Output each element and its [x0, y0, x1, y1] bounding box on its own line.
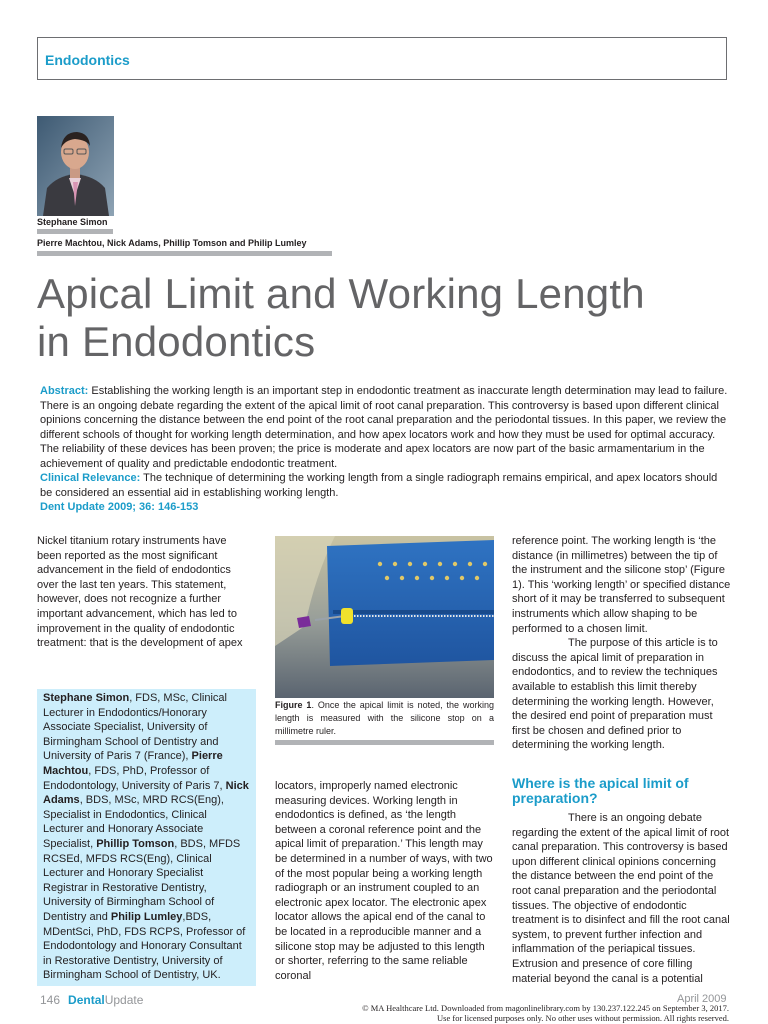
author-rule-short — [37, 229, 113, 234]
column-3-top — [512, 534, 732, 753]
co-author-names: Pierre Machtou, Nick Adams, Phillip Tomson and Philip Lumley — [37, 238, 307, 248]
clinical-relevance-text: The technique of determining the working length from a single radiograph remains empirical, and apex locators should be considered an essential aid in establishing working length. — [40, 472, 718, 499]
issue-date: April 2009 — [677, 993, 727, 1005]
column-3-paragraph-3: There is an ongoing debate regarding the extent of the apical limit of root canal preparation. This controversy is based upon different clinical opinions concerning the distance between the end point of the root canal preparation and the periodontal tissues. The objective of endodontic treatment is to disinfect and fill the root canal system, to prevent further infection and inflammation of the periapical tissues. Extrusion and presence of core filling material beyond the canal is a potential — [512, 812, 730, 985]
column-2-text: locators, improperly named electronic measuring devices. Working length in endodontics is defined, as ‘the length between a coronal reference point and the apical limit of preparation.’ This length may be determined in a number of ways, with two of the most popular being a working length radiograph or an instrument coupled to an electronic apex locator. The electronic apex locator allows the apical end of the canal to be located in a reproducible manner and a silicone stop may be adjusted to this length or shorter, referring to the same reliable coronal — [275, 780, 493, 982]
bio-text-1: , FDS, MSc, Clinical Lecturer in Endodontics/Honorary Associate Specialist, University of Birmingham School of Dentistry and University of Paris 7 (France), — [43, 692, 227, 763]
figure-1-label: Figure 1 — [275, 700, 312, 710]
bio-text-4: , BDS, MFDS RCSEd, MFDS RCS(Eng), Clinical Lecturer and Honorary Specialist Registrar in Restorative Dentistry, University of Birmingham School of Dentistry and — [43, 837, 241, 923]
abstract-paragraph — [40, 384, 730, 471]
figure-rule — [275, 740, 494, 745]
abstract-label: Abstract: — [40, 385, 89, 397]
figure-1-caption-text: . Once the apical limit is noted, the working length is measured with the silicone stop on a millimetre ruler. — [275, 700, 494, 736]
bio-name-4: Phillip Tomson — [96, 837, 175, 850]
clinical-relevance-label: Clinical Relevance: — [40, 472, 141, 484]
column-1-text: Nickel titanium rotary instruments have been reported as the most significant advancement in the field of endodontics over the last ten years. This statement, however, does not recognize a further important advancement, which has led to improvement in the quality of endodontic treatment: that is the development of apex — [37, 535, 243, 650]
journal-brand-update: Update — [104, 993, 144, 1007]
author-rule-long — [37, 251, 332, 256]
section-heading-apical-limit: Where is the apical limit of preparation? — [512, 775, 689, 806]
column-2 — [275, 779, 495, 983]
endodontic-ruler-photo — [275, 536, 494, 698]
citation: Dent Update 2009; 36: 146-153 — [40, 501, 199, 513]
figure-1-caption — [275, 699, 494, 738]
bio-text-3: , BDS, MSc, MRD RCS(Eng), Specialist in Endodontics, Clinical Lecturer and Honorary Associate Specialist, — [43, 794, 224, 850]
abstract-text: Establishing the working length is an important step in endodontic treatment as inaccurate length determination may lead to failure. There is an ongoing debate regarding the extent of the apical limit of root canal preparation. This controversy is based upon different clinical opinions concerning the distance between the end point of the root canal preparation and the periodontal tissues. In this paper, we review the different schools of thought for working length determination, and how apex locators work and how they must be used for optimal accuracy. The reliability of these devices has been proven; the price is moderate and apex locators are now part of the basic armamentarium in the achievement of quality and predictable endodontic treatment. — [40, 385, 728, 470]
column-3-paragraph-1: reference point. The working length is ‘the distance (in millimetres) between the tip of the instrument and the silicone stop’ (Figure 1). This ‘working length’ or specified distance short of it may be transferred to subsequent instruments which allow shaping to be performed to a chosen limit. — [512, 535, 731, 635]
article-title — [37, 270, 737, 366]
licence-line-2: Use for licensed purposes only. No other uses without permission. All rights reserved. — [437, 1012, 729, 1023]
licence-notice — [269, 1004, 729, 1023]
article-title-line-2: in Endodontics — [37, 318, 316, 365]
primary-author-name: Stephane Simon — [37, 217, 108, 227]
bio-name-1: Stephane Simon — [43, 692, 130, 704]
clinical-relevance-paragraph — [40, 471, 730, 500]
abstract-block — [40, 384, 730, 515]
section-header-box — [37, 37, 727, 80]
bio-name-2: Pierre Machtou — [43, 750, 223, 777]
column-3-bottom — [512, 811, 732, 986]
author-portrait-image — [37, 116, 114, 216]
section-label: Endodontics — [45, 52, 130, 68]
article-title-line-1: Apical Limit and Working Length — [37, 270, 645, 317]
column-3-paragraph-2: The purpose of this article is to discuss the apical limit of preparation in endodontics, and to review the techniques available to establish this limit thereby determining the working length. However, the desired end point of preparation must first be chosen and defined prior to determining the working length. — [512, 637, 718, 752]
author-photo — [37, 116, 114, 216]
licence-line-1: © MA Healthcare Ltd. Downloaded from magonlinelibrary.com by 130.237.122.245 on September 3, 2017. — [362, 1003, 729, 1013]
page-footer — [40, 993, 143, 1007]
author-bio-box — [37, 689, 256, 986]
page-number: 146 — [40, 993, 61, 1007]
figure-1-image — [275, 536, 494, 698]
bio-text-5: ,BDS, MDentSci, PhD, FDS RCPS, Professor of Endodontology and Honorary Consultant in Restorative Dentistry, University of Birmingham School of Dentistry, UK. — [43, 910, 246, 982]
column-1-intro — [37, 534, 254, 651]
bio-name-3: Nick Adams — [43, 779, 249, 807]
bio-name-5: Philip Lumley — [110, 910, 183, 923]
bio-text-2: , FDS, PhD, Professor of Endodontology, University of Paris 7, — [43, 764, 226, 792]
journal-brand-dental: Dental — [68, 993, 105, 1007]
